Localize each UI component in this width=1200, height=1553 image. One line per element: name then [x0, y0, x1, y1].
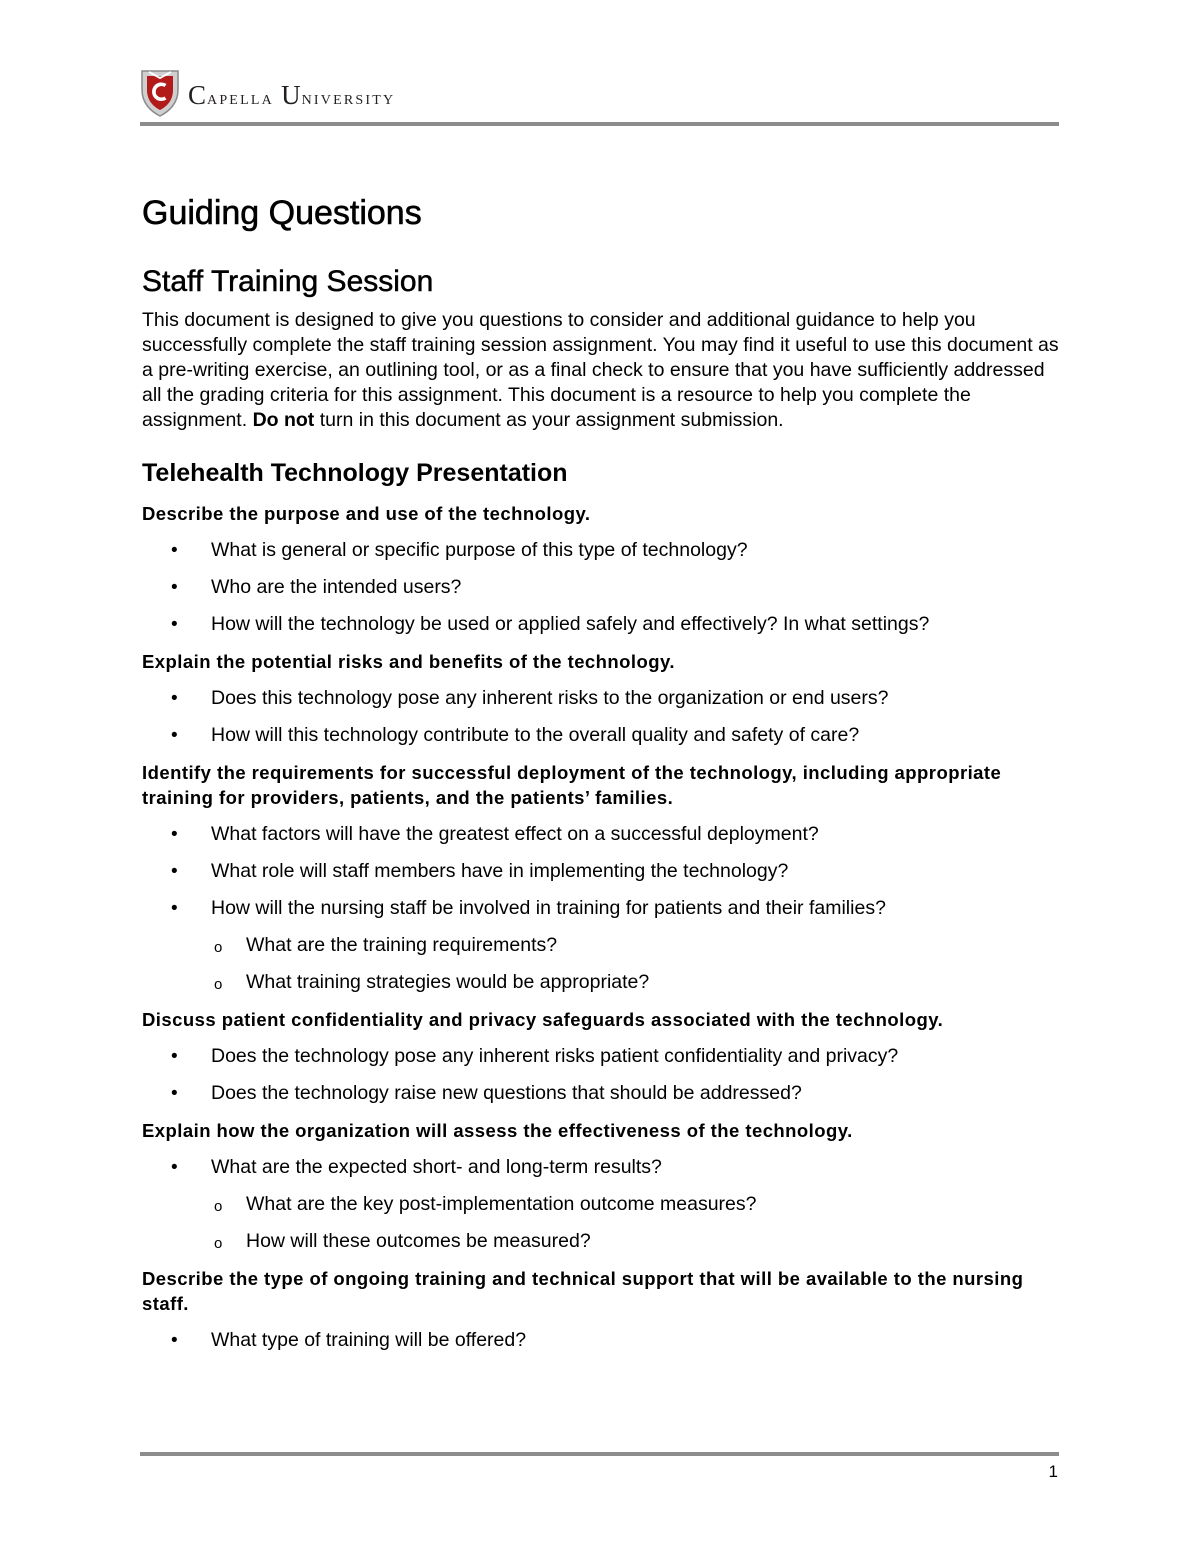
document-content: [142, 190, 1062, 1353]
bullet-list: [142, 822, 1062, 995]
list-item: • How will this technology contribute to the overall quality and safety of care?: [142, 723, 1062, 748]
list-item: • What is general or specific purpose of this type of technology?: [142, 538, 1062, 563]
capella-logo: [140, 68, 395, 118]
bullet-list: [142, 1328, 1062, 1353]
list-item: [142, 1155, 1062, 1254]
list-item: • How will the technology be used or applied safely and effectively? In what settings?: [142, 612, 1062, 637]
list-item: [142, 896, 1062, 995]
bullet-list: [142, 538, 1062, 637]
section-risks-benefits: [142, 642, 1062, 748]
sub-list-item: o What are the training requirements?: [142, 933, 1062, 958]
section-ongoing-training: [142, 1259, 1062, 1353]
section-deployment: [142, 753, 1062, 995]
list-item: • What role will staff members have in implementing the technology?: [142, 859, 1062, 884]
section-heading: Describe the type of ongoing training and technical support that will be available to the nursing staff.: [142, 1268, 1024, 1314]
sub-list: [211, 1192, 1062, 1254]
section-title: Telehealth Technology Presentation: [142, 459, 568, 487]
intro-bold-phrase: Do not: [252, 409, 315, 431]
list-item: • What type of training will be offered?: [142, 1328, 1062, 1353]
section-purpose: [142, 494, 1062, 637]
header-rule: [140, 122, 1059, 126]
page-subtitle: Staff Training Session: [142, 265, 434, 298]
list-item: • Who are the intended users?: [142, 575, 1062, 600]
list-item-text: How will the nursing staff be involved in training for patients and their families?: [211, 897, 886, 919]
bullet-list: [142, 1155, 1062, 1254]
page-title: Guiding Questions: [142, 194, 422, 232]
bullet-list: [142, 1044, 1062, 1106]
list-item: • Does this technology pose any inherent risks to the organization or end users?: [142, 686, 1062, 711]
section-heading: Explain the potential risks and benefits of the technology.: [142, 651, 675, 672]
sub-list-item: o What are the key post-implementation outcome measures?: [142, 1192, 1062, 1217]
footer-rule: [140, 1452, 1059, 1456]
capella-shield-logo-icon: [140, 68, 180, 118]
sub-list-item: o What training strategies would be appropriate?: [142, 970, 1062, 995]
list-item-text: What are the expected short- and long-term results?: [211, 1156, 662, 1178]
list-item: • Does the technology pose any inherent risks patient confidentiality and privacy?: [142, 1044, 1062, 1069]
section-heading: Explain how the organization will assess the effectiveness of the technology.: [142, 1120, 853, 1141]
section-confidentiality: [142, 1000, 1062, 1106]
section-heading: Identify the requirements for successful deployment of the technology, including appropriate training for providers, patients, and the patients’ families.: [142, 762, 1002, 808]
guiding-sections: [142, 494, 1062, 1353]
capella-wordmark: Capella University: [188, 79, 396, 110]
intro-paragraph: This document is designed to give you questions to consider and additional guidance to help you successfully complete the staff training session assignment. You may find it useful to use this document as a pre-writing exercise, an outlining tool, or as a final check to ensure that you have sufficiently addressed all the grading criteria for this assignment. This document is a resource to help you complete the assignment. Do not turn in this document as your assignment submission.: [142, 309, 1059, 431]
list-item: • Does the technology raise new questions that should be addressed?: [142, 1081, 1062, 1106]
bullet-list: [142, 686, 1062, 748]
list-item: • What factors will have the greatest effect on a successful deployment?: [142, 822, 1062, 847]
sub-list: [211, 933, 1062, 995]
sub-list-item: o How will these outcomes be measured?: [142, 1229, 1062, 1254]
section-heading: Discuss patient confidentiality and privacy safeguards associated with the technology.: [142, 1009, 944, 1030]
section-heading: Describe the purpose and use of the technology.: [142, 503, 591, 524]
section-effectiveness: [142, 1111, 1062, 1254]
page-number: 1: [1048, 1462, 1058, 1481]
